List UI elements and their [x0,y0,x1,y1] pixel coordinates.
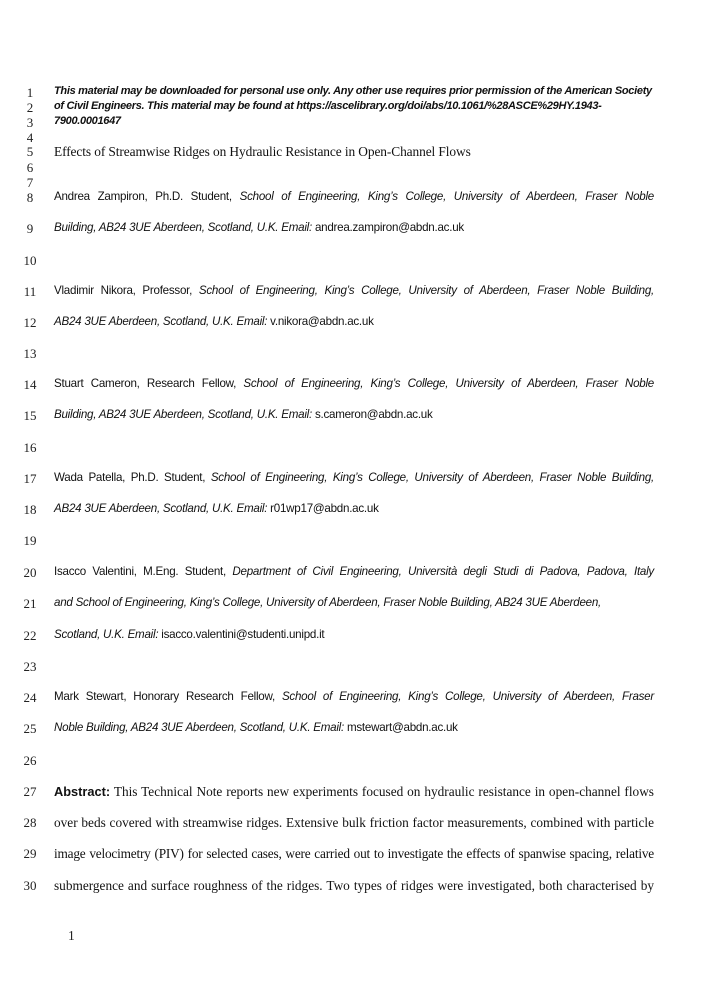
affiliation: Noble Building, AB24 3UE Aberdeen, Scotland, U.K. Email: [54,721,347,734]
email-link[interactable]: v.nikora@abdn.ac.uk [270,315,374,328]
author-affiliation [54,284,654,297]
abstract-line: image velocimetry (PIV) for selected cases, were carried out to investigate the effects of spanwise spacing, relative [54,846,654,861]
line-number: 4 [26,130,34,145]
author-name: Andrea Zampiron, Ph.D. Student, [54,190,240,203]
line-number: 9 [26,221,34,236]
line-number: 11 [23,284,37,299]
line-number: 25 [23,721,37,736]
line-number: 28 [23,815,37,830]
abstract-line [54,784,654,800]
line-number: 2 [26,100,34,115]
copyright-notice-line: 7900.0001647 [54,115,121,127]
line-10 [0,253,707,271]
affiliation: AB24 3UE Aberdeen, Scotland, U.K. Email: [54,502,271,515]
line-number: 1 [26,85,34,100]
author-name: Isacco Valentini, M.Eng. Student, [54,565,233,578]
line-number: 14 [23,377,37,392]
affiliation: Scotland, U.K. Email: [54,628,162,641]
line-25 [0,721,707,739]
line-23 [0,659,707,677]
abstract-line: over beds covered with streamwise ridges. Extensive bulk friction factor measurements, combined with particle [54,815,654,830]
author-name: Vladimir Nikora, Professor, [54,284,199,297]
email-link[interactable]: s.cameron@abdn.ac.uk [314,408,433,421]
line-number: 20 [23,565,37,580]
line-number: 23 [23,659,37,674]
line-12 [0,315,707,333]
line-number: 15 [23,408,37,423]
affiliation: and School of Engineering, King’s College, University of Aberdeen, Fraser Noble Building, AB24 3UE Aberdeen, [54,596,602,609]
author-affiliation [54,690,654,703]
line-9 [0,221,707,239]
copyright-notice-line: This material may be downloaded for personal use only. Any other use requires prior permission of the American Society [54,85,652,97]
line-number: 24 [23,690,37,705]
copyright-notice-line[interactable]: of Civil Engineers. This material may be found at https://ascelibrary.org/doi/abs/10.1061/%28ASCE%29HY.1943- [54,100,602,112]
line-number: 19 [23,533,37,548]
line-30 [0,878,707,896]
line-number: 10 [23,253,37,268]
affiliation: Department of Civil Engineering, Università degli Studi di Padova, Padova, Italy [232,565,654,578]
line-17 [0,471,707,489]
affiliation: Building, AB24 3UE Aberdeen, Scotland, U.K. Email: [54,408,315,421]
line-number: 7 [26,175,34,190]
author-affiliation [54,502,654,515]
affiliation: Building, AB24 3UE Aberdeen, Scotland, U.K. Email: [54,221,315,234]
line-29 [0,846,707,864]
abstract-line: submergence and surface roughness of the ridges. Two types of ridges were investigated, both characterised by [54,878,654,893]
affiliation: School of Engineering, King’s College, University of Aberdeen, Fraser Noble [239,190,654,203]
line-number: 21 [23,596,37,611]
line-number: 22 [23,628,37,643]
line-20 [0,565,707,583]
author-affiliation [54,190,654,203]
line-number: 6 [26,160,34,175]
line-14 [0,377,707,395]
line-15 [0,408,707,426]
line-24 [0,690,707,708]
line-number: 5 [26,144,34,159]
line-26 [0,753,707,771]
author-affiliation [54,315,654,328]
author-affiliation [54,565,654,578]
line-16 [0,440,707,458]
author-name: Stuart Cameron, Research Fellow, [54,377,244,390]
abstract-text: This Technical Note reports new experiments focused on hydraulic resistance in open-channel flows [110,784,654,799]
line-number: 12 [23,315,37,330]
line-8 [0,190,707,208]
affiliation: School of Engineering, King’s College, University of Aberdeen, Fraser Noble [243,377,654,390]
author-affiliation [54,221,654,234]
affiliation: AB24 3UE Aberdeen, Scotland, U.K. Email: [54,315,271,328]
paper-title: Effects of Streamwise Ridges on Hydraulic Resistance in Open-Channel Flows [54,144,471,159]
line-21 [0,596,707,614]
author-name: Wada Patella, Ph.D. Student, [54,471,211,484]
line-18 [0,502,707,520]
line-13 [0,346,707,364]
line-19 [0,533,707,551]
author-affiliation [54,628,654,641]
line-number: 3 [26,115,34,130]
affiliation: School of Engineering, King’s College, University of Aberdeen, Fraser [281,690,654,703]
author-affiliation [54,408,654,421]
line-28 [0,815,707,833]
line-number: 8 [26,190,34,205]
affiliation: School of Engineering, King’s College, University of Aberdeen, Fraser Noble Building, [210,471,654,484]
line-number: 29 [23,846,37,861]
email-link[interactable]: andrea.zampiron@abdn.ac.uk [314,221,464,234]
author-affiliation [54,721,654,734]
email-link[interactable]: mstewart@abdn.ac.uk [346,721,458,734]
line-number: 30 [23,878,37,893]
page-number: 1 [68,928,75,943]
abstract-label: Abstract: [54,784,111,799]
line-number: 16 [23,440,37,455]
email-link[interactable]: isacco.valentini@studenti.unipd.it [161,628,325,641]
line-22 [0,628,707,646]
affiliation: School of Engineering, King’s College, University of Aberdeen, Fraser Noble Building, [198,284,654,297]
line-number: 26 [23,753,37,768]
author-name: Mark Stewart, Honorary Research Fellow, [54,690,282,703]
line-11 [0,284,707,302]
line-number: 27 [23,784,37,799]
author-affiliation [54,471,654,484]
email-link[interactable]: r01wp17@abdn.ac.uk [270,502,379,515]
line-number: 17 [23,471,37,486]
line-number: 18 [23,502,37,517]
author-affiliation [54,377,654,390]
line-number: 13 [23,346,37,361]
line-27 [0,784,707,802]
